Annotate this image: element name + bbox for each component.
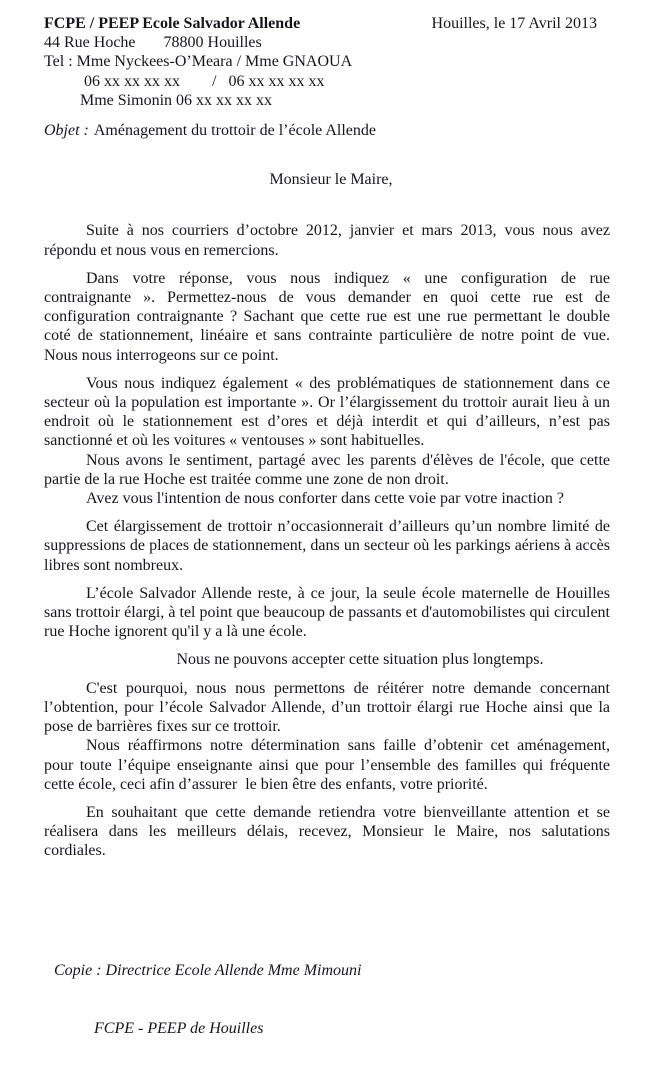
copy-note-line-2: FCPE - PEEP de Houilles: [54, 1019, 264, 1037]
sender-org: FCPE / PEEP Ecole Salvador Allende: [44, 15, 301, 32]
subject-line: [44, 121, 610, 140]
body-paragraph-4: Nous avons le sentiment, partagé avec les parents d'élèves de l'école, que cette partie de la rue Hoche est traitée comme une zone de non droit.: [44, 451, 610, 488]
sender-tel-numbers: 06 xx xx xx xx / 06 xx xx xx xx: [44, 72, 325, 90]
sender-tel-simonin: Mme Simonin 06 xx xx xx xx: [44, 91, 273, 109]
salutation: Monsieur le Maire,: [269, 171, 393, 189]
subject-label: Objet :: [44, 122, 89, 140]
body-paragraph-1: Suite à nos courriers d’octobre 2012, janvier et mars 2013, vous nous avez répondu et nous vous en remercions.: [44, 222, 610, 259]
copy-note: [44, 923, 610, 1076]
copy-note-line-1: Copie : Directrice Ecole Allende Mme Mimouni: [54, 961, 362, 979]
subject-text: Aménagement du trottoir de l’école Allende: [93, 122, 376, 140]
date-line: Houilles, le 17 Avril 2013: [431, 15, 597, 32]
body-paragraph-9: Nous réaffirmons notre détermination sans faille d’obtenir cet aménagement, pour toute l’équipe enseignante ainsi que pour l’ensemble des familles qui fréquente cette école, ceci afin d’assurer le bien être des enfants, votre priorité.: [44, 737, 610, 793]
body-paragraph-6: Cet élargissement de trottoir n’occasionnerait d’ailleurs qu’un nombre limité de suppressions de places de stationnement, dans un secteur où les parkings aériens à accès libres sont nombreux.: [44, 518, 610, 574]
letter-header: [44, 14, 610, 110]
closing-paragraph: En souhaitant que cette demande retiendra votre bienveillante attention et se réalisera dans les meilleurs délais, recevez, Monsieur le Maire, nos salutations cordiales.: [44, 803, 610, 860]
body-paragraph-8: C'est pourquoi, nous nous permettons de réitérer notre demande concernant l’obtention, pour l’école Salvador Allende, d’un trottoir élargi rue Hoche ainsi que la pose de barrières fixes sur ce trottoir.: [44, 679, 610, 736]
centered-statement: Nous ne pouvons accepter cette situation plus longtemps.: [176, 651, 544, 669]
body-paragraph-7: L’école Salvador Allende reste, à ce jour, la seule école maternelle de Houilles sans trottoir élargi, à tel point que beaucoup de passants et d'automobilistes qui circulent rue Hoche ignorent qu'il y a là une école.: [44, 584, 610, 641]
body-paragraph-3: Vous nous indiquez également « des problématiques de stationnement dans ce secteur où la population est importante ». Or l’élargissement du trottoir aurait lieu à un endroit où le stationnement est d’ores et déjà interdit et qui d’ailleurs, n’est pas sanctionné et où les voitures « ventouses » sont habituelles.: [44, 374, 610, 450]
sender-address: 44 Rue Hoche 78800 Houilles: [44, 34, 262, 52]
sender-tel-line: Tel : Mme Nyckees-O’Meara / Mme GNAOUA: [44, 53, 353, 71]
body-paragraph-2: Dans votre réponse, vous nous indiquez « une configuration de rue contraignante ». Permettez-nous de vous demander en quoi cette rue est de configuration contraignante ? Sachant que cette rue est une rue permettant le double coté de stationnement, linéaire et sans contrainte particulière de notre point de vue. Nous nous interrogeons sur ce point.: [44, 269, 610, 364]
header-line-1: [44, 14, 610, 33]
body-paragraph-5: Avez vous l'intention de nous conforter dans cette voie par votre inaction ?: [86, 490, 564, 508]
